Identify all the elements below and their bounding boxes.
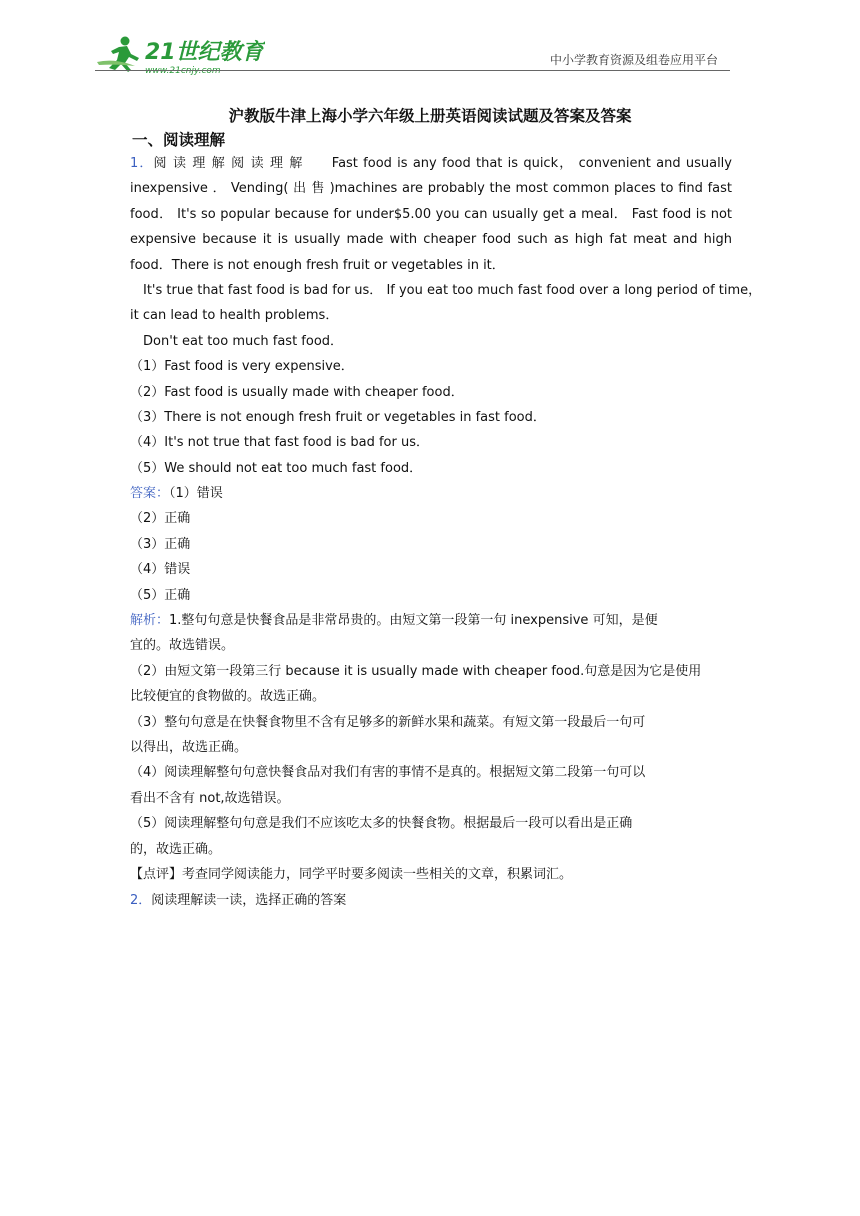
- runner-icon: [97, 37, 139, 73]
- answer-line: （3）正确: [130, 536, 191, 552]
- passage-line: Don't eat too much fast food．: [143, 333, 344, 349]
- answer-label: 答案：: [130, 486, 170, 502]
- question-2: 2．阅读理解读一读，选择正确的答案: [130, 893, 347, 909]
- statement: （5）We should not eat too much fast food．: [130, 460, 423, 476]
- analysis-line: （4）阅读理解整句句意快餐食品对我们有害的事情不是真的。根据短文第二段第一句可以: [130, 765, 646, 781]
- passage-line: it can lead to health problems．: [130, 308, 339, 324]
- statement: （4）It's not true that fast food is bad for us．: [130, 435, 430, 451]
- analysis-line: （5）阅读理解整句句意是我们不应该吃太多的快餐食物。根据最后一段可以看出是正确: [130, 816, 633, 832]
- page-title: 沪教版牛津上海小学六年级上册英语阅读试题及答案及答案: [228, 107, 632, 125]
- answer-line: 答案：（1）错误: [130, 486, 223, 502]
- passage-line: expensive because it is usually made with cheaper food such as high fat meat and high: [130, 232, 732, 248]
- section-heading: 一、阅读理解: [132, 131, 226, 149]
- analysis-line: 看出不含有 not,故选错误。: [130, 790, 290, 806]
- logo-url: www.21cnjy.com: [145, 66, 221, 76]
- analysis-line: （2）由短文第一段第三行 because it is usually made with cheaper food.句意是因为它是使用: [130, 663, 702, 679]
- statement: （3）There is not enough fresh fruit or vegetables in fast food．: [130, 409, 546, 425]
- question-number: 2．: [130, 893, 152, 909]
- analysis-line: 解析：1.整句句意是快餐食品是非常昂贵的。由短文第一段第一句 inexpensive 可知，是便: [130, 613, 658, 629]
- passage-line: food． It's so popular because for under$5.00 you can usually get a meal． Fast food is not: [130, 206, 732, 222]
- page-header: [95, 30, 730, 76]
- analysis-label: 解析：: [130, 613, 170, 629]
- analysis-line: 以得出，故选正确。: [130, 739, 248, 755]
- answer-line: （4）错误: [130, 562, 191, 578]
- analysis-line: 比较便宜的食物做的。故选正确。: [130, 689, 326, 705]
- question-1: [130, 151, 762, 887]
- question-number: 1．: [130, 156, 154, 171]
- header-divider: [95, 70, 730, 71]
- platform-name: 中小学教育资源及组卷应用平台: [549, 53, 718, 67]
- answer-line: （5）正确: [130, 587, 191, 603]
- statement: （1）Fast food is very expensive．: [130, 359, 354, 375]
- passage-line: 1．阅 读 理 解 阅 读 理 解 Fast food is any food that is quick， convenient and usually: [130, 156, 732, 171]
- answer-line: （2）正确: [130, 511, 191, 527]
- analysis-line: 宜的。故选错误。: [130, 638, 235, 654]
- statement: （2）Fast food is usually made with cheaper food．: [130, 384, 464, 400]
- passage-line: It's true that fast food is bad for us． If you eat too much fast food over a long period of time，: [143, 282, 762, 298]
- analysis-line: 的，故选正确。: [130, 841, 222, 857]
- passage-line: food．There is not enough fresh fruit or vegetables in it．: [130, 257, 505, 273]
- logo-text: 21世纪教育: [145, 40, 264, 65]
- passage-line: inexpensive ． Vending( 出 售 )machines are probably the most common places to find fast: [130, 181, 732, 197]
- comment-line: 【点评】考查同学阅读能力，同学平时要多阅读一些相关的文章，积累词汇。: [130, 866, 573, 882]
- document-body: [130, 104, 762, 914]
- analysis-line: （3）整句句意是在快餐食物里不含有足够多的新鲜水果和蔬菜。有短文第一段最后一句可: [130, 714, 646, 730]
